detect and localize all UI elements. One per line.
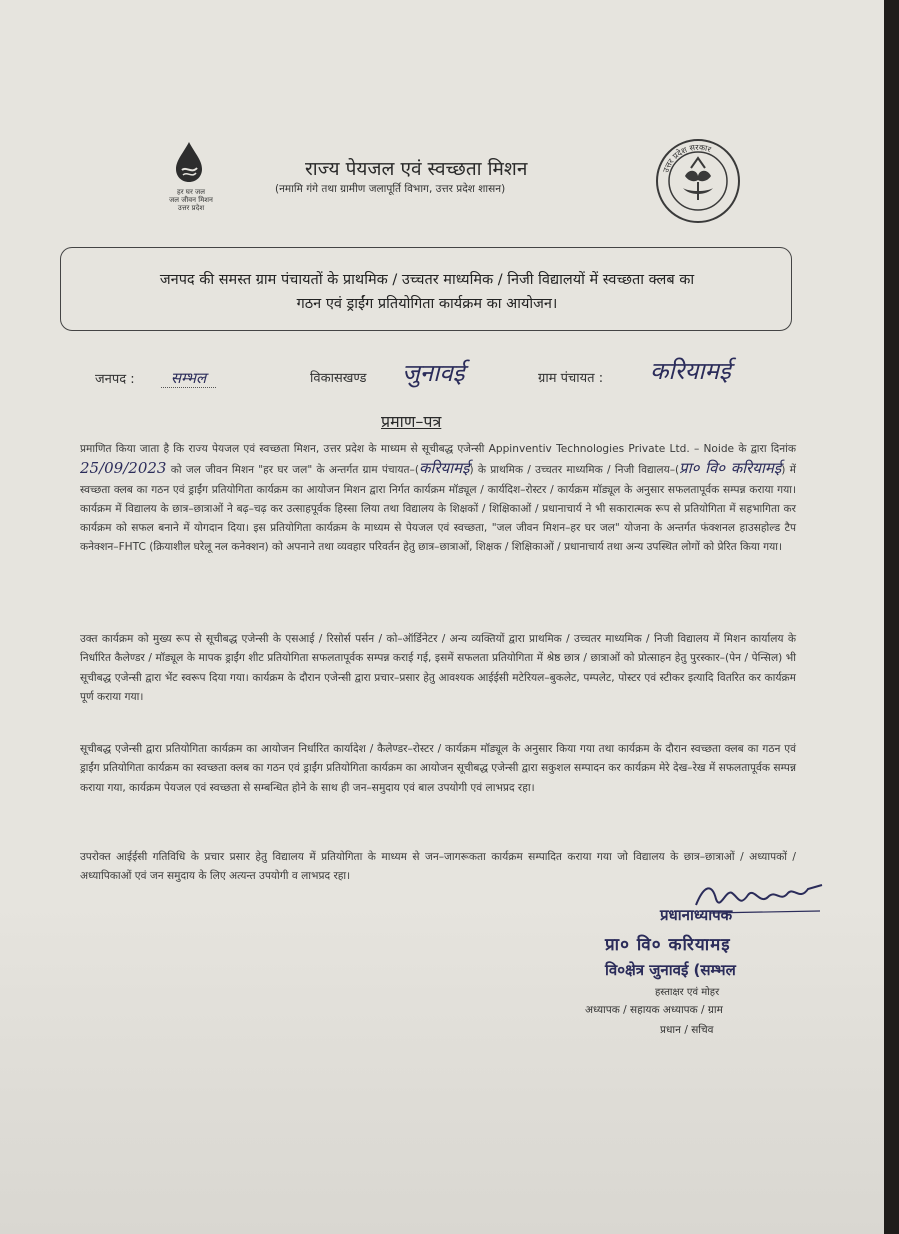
district-label: जनपद : (95, 372, 135, 387)
signature-caption-2: अध्यापक / सहायक अध्यापक / ग्राम (585, 1004, 723, 1016)
district-value: सम्भल (161, 369, 216, 388)
handwritten-school: प्रा० वि० करियामई (679, 459, 782, 478)
p1-text-d: ) में स्वच्छता क्लब का गठन एवं ड्राईंग प्रतियोगिता कार्यक्रम का आयोजन मिशन द्वारा निर्गत कार्यक्रम मॉड्यूल / कार्यदिश–रोस्टर / कार्यक्रम मॉड्यूल के अनुसार सफलतापूर्वक सम्पन्न कराया गया। कार्यक्रम में विद्यालय के छात्र–छात्राओं ने बढ़–चढ़ कर उत्साहपूर्वक हिस्सा लिया तथा विद्यालय के शिक्षकों / शिक्षिकाओं / प्रधानाचार्य ने भी सकारात्मक रूप से प्रतियोगिता में सहभागिता कर कार्यक्रम को सफल बनाने में योगदान दिया। इस प्रतियोगिता कार्यक्रम के माध्यम से पेयजल एवं स्वच्छता, "जल जीवन मिशन–हर घर जल" योजना के अन्तर्गत फंक्शनल हाउसहोल्ड टैप कनेक्शन–FHTC (क्रियाशील घरेलू नल कनेक्शन) को अपनाने तथा व्यवहार परिवर्तन हेतु छात्र–छात्राओं, शिक्षक / शिक्षिकाओं / प्रधानाचार्य तथा अन्य उपस्थित लोगों को प्रेरित किया गया। (80, 464, 796, 554)
block-field (310, 368, 367, 386)
certificate-paragraph-1 (80, 440, 796, 558)
handwritten-panchayat: करियामई (418, 459, 470, 478)
subject-banner (60, 247, 792, 331)
har-ghar-jal-logo (160, 140, 222, 220)
certificate-paragraph-4: उपरोक्त आईईसी गतिविधि के प्रचार प्रसार हेतु विद्यालय में प्रतियोगिता के माध्यम से जन–जागरूकता कार्यक्रम सम्पादित कराया गया जो विद्यालय के छात्र–छात्राओं / अध्यापकों / अध्यापिकाओं एवं जन समुदाय के लिए अत्यन्त उपयोगी व लाभप्रद रहा। (80, 851, 796, 883)
logo-caption-1: हर घर जल (177, 188, 205, 196)
panchayat-value: करियामई (650, 357, 731, 385)
up-government-emblem-icon (655, 138, 741, 224)
block-value: जुनावई (402, 359, 465, 387)
certificate-heading: प्रमाण–पत्र (381, 412, 442, 431)
p1-text-c: ) के प्राथमिक / उच्चतर माध्यमिक / निजी विद्यालय–( (469, 464, 680, 477)
paper-shadow (0, 900, 884, 1234)
mission-subtitle: (नमामि गंगे तथा ग्रामीण जलापूर्ति विभाग, उत्तर प्रदेश शासन) (275, 183, 506, 195)
logo-caption-3: उत्तर प्रदेश (177, 204, 205, 212)
panchayat-field (538, 368, 603, 386)
emblem-ring-text: उत्तर प्रदेश सरकार (661, 142, 713, 174)
handwritten-date: 25/09/2023 (80, 459, 167, 478)
certificate-paragraph-3: सूचीबद्ध एजेन्सी द्वारा प्रतियोगिता कार्यक्रम का आयोजन निर्धारित कार्यादेश / कैलेण्डर–रोस्टर / कार्यक्रम मॉड्यूल के अनुसार किया गया तथा कार्यक्रम के दौरान स्वच्छता क्लब का गठन एवं ड्राईंग प्रतियोगिता कार्यक्रम का स्वच्छता क्लब का गठन एवं ड्राईंग प्रतियोगिता कार्यक्रम का आयोजन सूचीबद्ध एजेन्सी द्वारा सकुशल सम्पादन कर कार्यक्रम मेरे देख–रेख में सफलतापूर्वक सम्पन्न कराया गया, कार्यक्रम पेयजल एवं स्वच्छता से सम्बन्धित होने के साथ ही जन–समुदाय एवं बाल उपयोगी एवं लाभप्रद रहा। (80, 743, 796, 794)
block-label: विकासखण्ड (310, 371, 367, 386)
p1-text-a: प्रमाणित किया जाता है कि राज्य पेयजल एवं स्वच्छता मिशन, उत्तर प्रदेश के माध्यम से सूचीबद्ध एजेन्सी Appinventiv Technologies Private Ltd. – Noide के द्वारा दिनांक (80, 443, 796, 455)
district-field (95, 368, 216, 388)
signature-caption-1: हस्ताक्षर एवं मोहर (655, 987, 720, 998)
logo-caption-2: जल जीवन मिशन (169, 196, 213, 204)
signature-caption-3: प्रधान / सचिव (660, 1024, 714, 1036)
school-stamp-line-1: प्रा० वि० करियामइ (605, 935, 731, 955)
banner-line-1: जनपद की समस्त ग्राम पंचायतों के प्राथमिक / उच्चतर माध्यमिक / निजी विद्यालयों में स्वच्छता क्लब का (159, 272, 695, 288)
mission-title: राज्य पेयजल एवं स्वच्छता मिशन (305, 158, 528, 180)
svg-text:उत्तर प्रदेश सरकार (661, 143, 713, 174)
water-drop-logo-icon (172, 140, 206, 184)
p1-text-b: को जल जीवन मिशन "हर घर जल" के अन्तर्गत ग्राम पंचायत–( (170, 464, 419, 477)
certificate-paragraph-2: उक्त कार्यक्रम को मुख्य रूप से सूचीबद्ध एजेन्सी के एसआई / रिसोर्स पर्सन / को–ऑर्डिनेटर / अन्य व्यक्तियों द्वारा प्राथमिक / उच्चतर माध्यमिक / निजी विद्यालय में मिशन कार्यालय के निर्धारित कैलेण्डर / मॉड्यूल के मापक ड्राईंग शीट प्रतियोगिता सफलतापूर्वक सम्पन्न कराई गई, इसमें सफलता प्रतियोगिता में श्रेष्ठ छात्र / छात्राओं को प्रोत्साहन हेतु पुरस्कार–(पेन / पेन्सिल) भी सूचीबद्ध एजेन्सी द्वारा भेंट स्वरूप दिया गया। कार्यक्रम के दौरान एजेन्सी द्वारा प्रचार–प्रसार हेतु आवश्यक आईईसी मटेरियल–बुकलेट, पम्पलेट, पोस्टर एवं स्टीकर इत्यादि वितरित कर कार्यक्रम पूर्ण कराया गया। (80, 633, 796, 703)
banner-line-2: गठन एवं ड्राईंग प्रतियोगिता कार्यक्रम का आयोजन। (296, 296, 558, 312)
dark-background-edge (884, 0, 899, 1234)
school-stamp-line-2: वि०क्षेत्र जुनावई (सम्भल (605, 961, 736, 979)
headmaster-title: प्रधानाध्यापक (660, 906, 733, 924)
panchayat-label: ग्राम पंचायत : (538, 371, 604, 386)
